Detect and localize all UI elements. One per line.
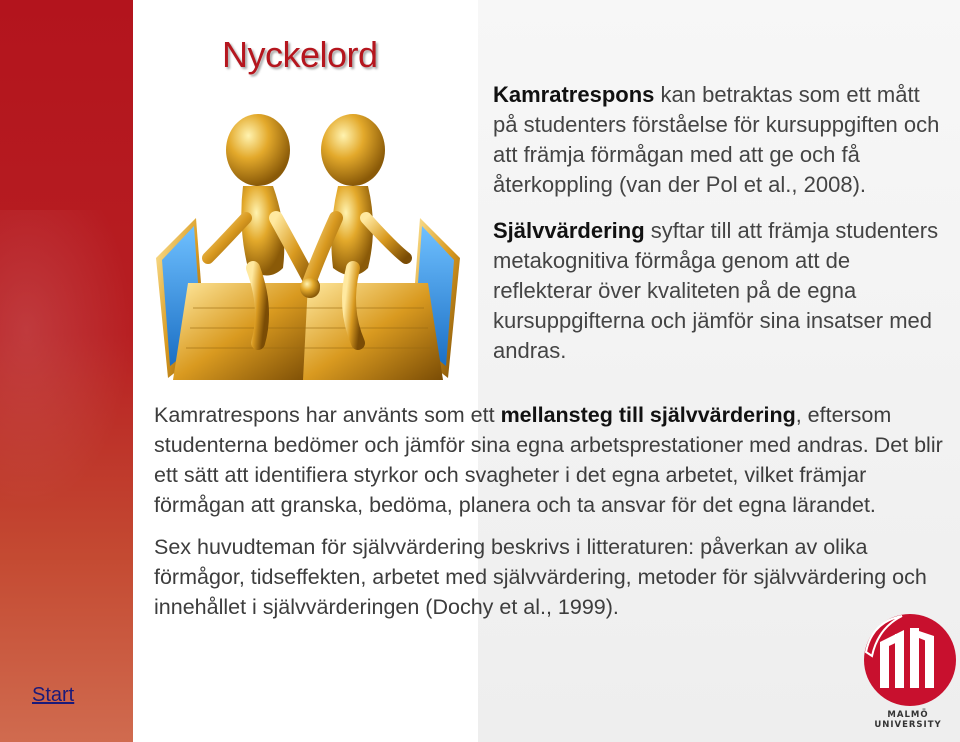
body-paragraph [154, 400, 949, 520]
slide-title: Nyckelord [222, 34, 378, 75]
body-paragraph: Sex huvudteman för självvärdering beskrivs i litteraturen: påverkan av olika förmågor, tidseffekten, arbetet med självvärdering, metoder för självvärdering och innehållet i självvärderingen (Dochy et al., 1999). [154, 535, 927, 619]
start-link[interactable]: Start [32, 684, 75, 706]
paragraph-text: Kamratrespons har använts som ett [154, 403, 501, 427]
peer-feedback-definition [493, 80, 943, 200]
definition-text: syftar till att främja studenters metakognitiva förmåga genom att de reflekterar över kvaliteten på de egna kursuppgifterna och jämför sina insatser med andras. [493, 218, 939, 363]
main-body-text [154, 400, 949, 634]
malmo-university-logo-icon [858, 612, 958, 712]
emphasis-text: mellansteg till självvärdering [500, 403, 796, 427]
left-decorative-band [0, 0, 133, 742]
logo-text: MALMÖ UNIVERSITY [874, 710, 942, 730]
malmo-university-logo [858, 612, 958, 730]
definition-text: kan betraktas som ett mått på studenters förståelse för kursuppgiften och att främja förmågan med att ge och få återkoppling (van der Pol et al., 2008). [493, 82, 940, 197]
term-kamratrespons: Kamratrespons [493, 82, 655, 107]
self-assessment-definition [493, 216, 943, 366]
paragraph-text: , eftersom studenterna bedömer och jämför sina egna arbetsprestationer med andras. Det blir ett sätt att identifiera styrkor och svagheter i det egna arbetet, vilket främjar förmågan att granska, bedöma, planera och ta ansvar för det egna lärandet. [154, 403, 943, 517]
definitions-column [493, 80, 943, 382]
term-sjalvvardering: Självvärdering [493, 218, 645, 243]
golden-figures-laptop-handshake-icon [148, 108, 468, 388]
